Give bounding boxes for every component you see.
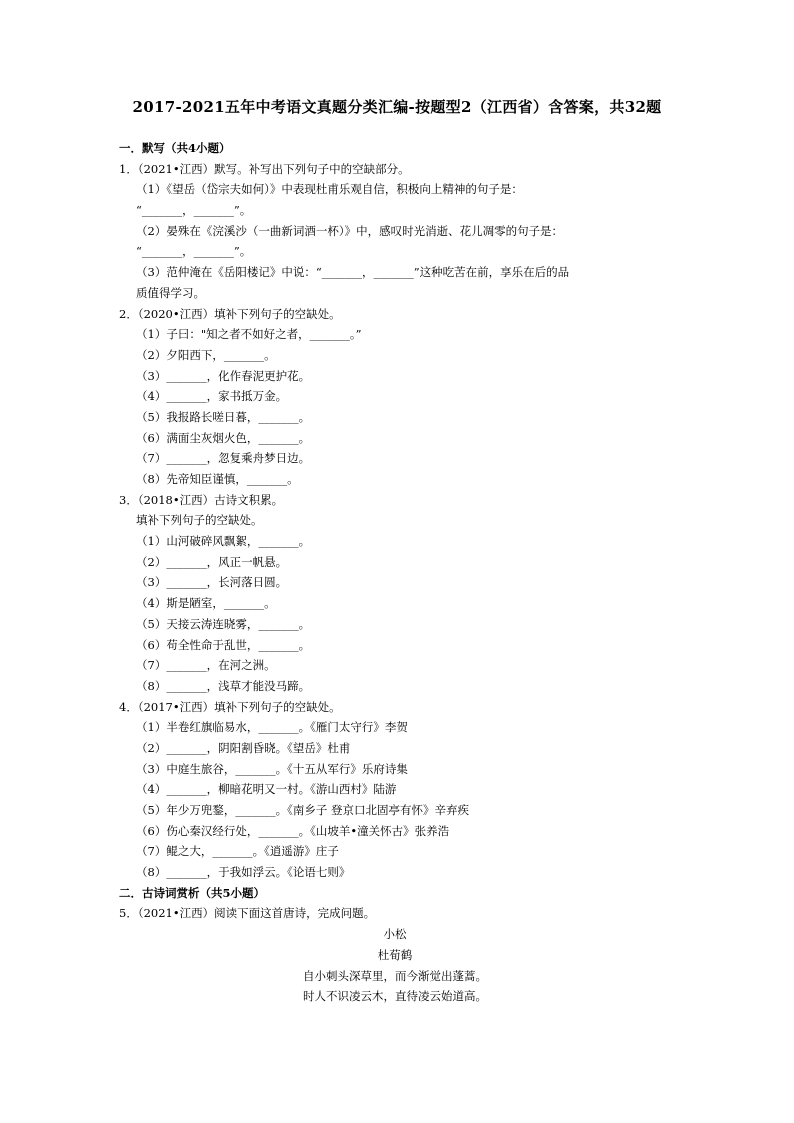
question-3-stem: 3．（2018•江西）古诗文积累。 (119, 492, 284, 507)
question-4-item: （1）半卷红旗临易水，_______。《雁门太守行》李贺 (136, 720, 408, 735)
question-5-stem: 5．（2021•江西）阅读下面这首唐诗，完成问题。 (119, 906, 376, 921)
poem-line: 自小刺头深草里，而今渐觉出蓬蒿。 (303, 968, 487, 983)
question-2-item: （4）_______，家书抵万金。 (136, 389, 288, 404)
question-2-item: （6）满面尘灰烟火色，_______。 (136, 430, 311, 445)
question-3-item: （4）斯是陋室，_______。 (136, 596, 276, 611)
question-4-item: （8）_______，于我如浮云。《论语七则》 (136, 865, 351, 880)
section-heading-dictation: 一．默写（共4小题） (119, 141, 231, 155)
question-1-part-2: （2）晏殊在《浣溪沙（一曲新词酒一杯）》中，感叹时光消逝、花儿凋零的句子是： (136, 223, 564, 238)
question-1-part-1: （1）《望岳（岱宗夫如何）》中表现杜甫乐观自信，积极向上精神的句子是： (136, 182, 523, 197)
question-1-part-3-continued: 质值得学习。 (136, 285, 205, 300)
question-1-part-3: （3）范仲淹在《岳阳楼记》中说：“_______，_______”这种吃苦在前，享乐在后的品 (136, 265, 570, 280)
question-2-item: （5）我报路长嗟日暮，_______。 (136, 409, 311, 424)
question-1-part-1-blanks: “_______，_______”。 (136, 203, 252, 218)
question-2-item: （7）_______，忽复乘舟梦日边。 (136, 451, 311, 466)
question-4-item: （2）_______，阴阳割昏晓。《望岳》杜甫 (136, 740, 351, 755)
question-3-item: （7）_______，在河之洲。 (136, 658, 276, 673)
question-4-item: （3）中庭生旅谷，_______。《十五从军行》乐府诗集 (136, 761, 408, 776)
section-heading-poetry-appreciation: 二．古诗词赏析（共5小题） (119, 885, 266, 900)
question-2-item: （2）夕阳西下，_______。 (136, 347, 276, 362)
question-3-item: （1）山河破碎风飘絮，_______。 (136, 534, 311, 549)
poem-author: 杜荀鹤 (377, 947, 413, 962)
document-body (119, 138, 679, 1007)
question-3-item: （3）_______，长河落日圆。 (136, 575, 288, 590)
question-2-item: （3）_______，化作春泥更护花。 (136, 368, 311, 383)
question-4-stem: 4．（2017•江西）填补下列句子的空缺处。 (119, 699, 341, 714)
question-3-instruction: 填补下列句子的空缺处。 (136, 513, 263, 528)
document-title: 2017-2021五年中考语文真题分类汇编-按题型2（江西省）含答案，共32题 (132, 98, 662, 116)
question-4-item: （6）伤心秦汉经行处，_______。《山坡羊•潼关怀古》张养浩 (136, 823, 450, 838)
question-2-item: （8）先帝知臣谨慎，_______。 (136, 472, 299, 486)
question-1-part-2-blanks: “_______，_______”。 (136, 244, 252, 259)
question-4-item: （4）_______，柳暗花明又一村。《游山西村》陆游 (136, 782, 397, 797)
question-2-stem: 2．（2020•江西）填补下列句子的空缺处。 (119, 306, 341, 321)
question-4-item: （5）年少万兜鍪，_______。《南乡子 登京口北固亭有怀》辛弃疾 (136, 803, 469, 817)
question-3-item: （8）_______，浅草才能没马蹄。 (136, 678, 311, 693)
question-2-item: （1）子曰："知之者不如好之者，_______。” (136, 327, 362, 342)
question-3-item: （2）_______，风正一帆悬。 (136, 554, 288, 569)
question-3-item: （6）苟全性命于乱世，_______。 (136, 637, 311, 652)
poem-title: 小松 (383, 927, 407, 942)
question-4-item: （7）鲲之大，_______。《逍遥游》庄子 (136, 844, 339, 859)
poem-line: 时人不识凌云木，直待凌云始道高。 (303, 989, 487, 1004)
question-1-stem: 1．（2021•江西）默写。补写出下列句子中的空缺部分。 (119, 161, 410, 176)
question-3-item: （5）天接云涛连晓雾，_______。 (136, 616, 311, 631)
